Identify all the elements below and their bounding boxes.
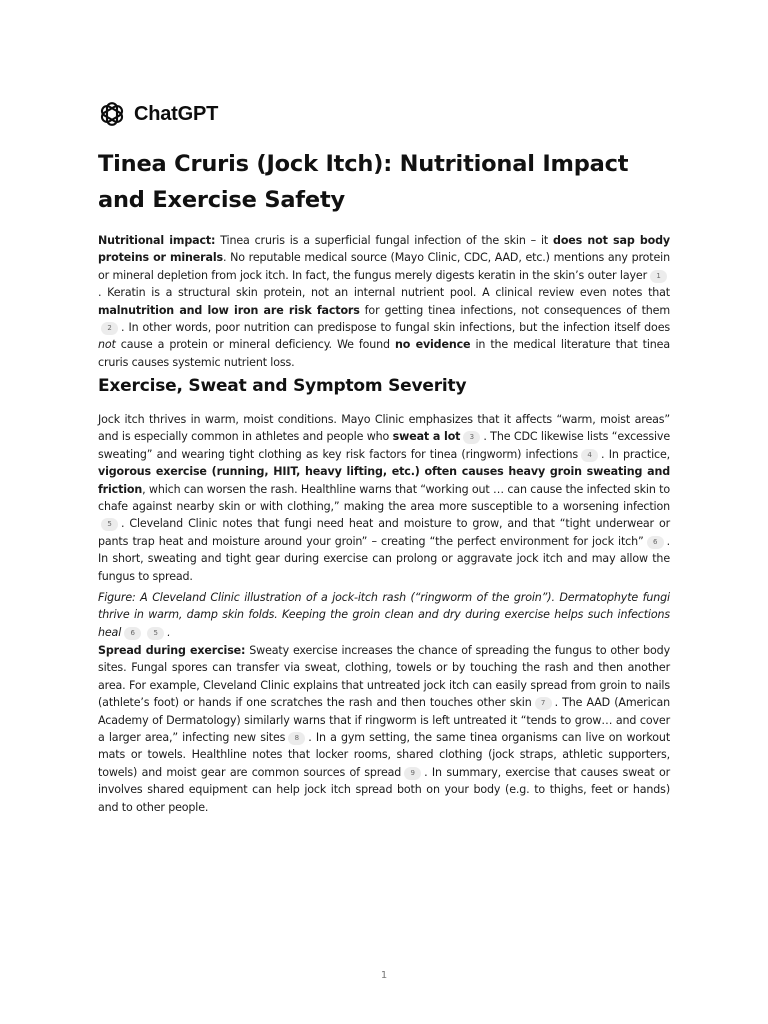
spread-paragraph: [98, 642, 670, 816]
text-run: . In other words, poor nutrition can predispose to fungal skin infections, but the infection itself does: [121, 321, 670, 335]
figure-caption: [98, 589, 670, 641]
nutrition-label: Nutritional impact:: [98, 234, 216, 247]
caption-text: Figure: A Cleveland Clinic illustration of a jock-itch rash (“ringworm of the groin”). Dermatophyte fungi thrive in warm, damp skin folds. Keeping the groin clean and dry during exercise helps such infections heal: [98, 591, 670, 639]
text-run: . Keratin is a structural skin protein, not an internal nutrient pool. A clinical review even notes that: [98, 286, 670, 300]
citation-badge[interactable]: 9: [404, 767, 421, 780]
citation-badge[interactable]: 3: [463, 431, 480, 444]
text-run: . The CDC likewise lists “excessive sweating” and wearing tight clothing as key risk factors for tinea (ringworm) infections: [98, 430, 670, 461]
text-run: cause a protein or mineral deficiency. We found: [115, 338, 395, 352]
citation-badge[interactable]: 4: [581, 449, 598, 462]
citation-badge[interactable]: 1: [650, 270, 667, 283]
citation-badge[interactable]: 7: [535, 697, 552, 710]
section-heading: Exercise, Sweat and Symptom Severity: [98, 376, 467, 396]
bold-run: no evidence: [394, 338, 471, 352]
citation-badge[interactable]: 2: [101, 322, 118, 335]
nutrition-paragraph: [98, 232, 670, 371]
text-run: for getting tinea infections, not consequences of them: [359, 303, 670, 317]
exercise-paragraph: [98, 411, 670, 585]
bold-run: does not sap body proteins or minerals: [98, 234, 670, 265]
brand-name: ChatGPT: [134, 102, 219, 125]
citation-badge[interactable]: 5: [101, 518, 118, 531]
text-run: . In practice,: [601, 447, 670, 461]
text-run: Jock itch thrives in warm, moist conditions. Mayo Clinic emphasizes that it affects “warm, moist areas” and is especially common in athletes and people who: [98, 413, 670, 444]
italic-run: not: [98, 338, 116, 352]
text-run: , which can worsen the rash. Healthline warns that “working out … can cause the infected skin to chafe against nearby skin or with clothing,” making the area more susceptible to a worsening infection: [98, 482, 670, 514]
page-number: 1: [380, 970, 388, 981]
document-title: Tinea Cruris (Jock Itch): Nutritional Impact and Exercise Safety: [98, 151, 629, 213]
text-run: in the medical literature that tinea cruris causes systemic nutrient loss.: [98, 338, 670, 369]
text-run: . In short, sweating and tight gear during exercise can prolong or aggravate jock itch and may allow the fungus to spread.: [98, 534, 670, 583]
text-run: . In a gym setting, the same tinea organisms can live on workout mats or towels. Healthline notes that locker rooms, shared clothing (jock straps, athletic supporters, towels) and moist gear are common sources of spread: [98, 731, 671, 779]
brand-header: [98, 100, 218, 128]
citation-badge[interactable]: 6: [124, 627, 141, 640]
citation-badge[interactable]: 5: [147, 627, 164, 640]
text-run: . In summary, exercise that causes sweat or involves shared equipment can help jock itch spread both on your body (e.g. to thighs, feet or hands) and to other people.: [98, 765, 670, 814]
bold-run: vigorous exercise (running, HIIT, heavy lifting, etc.) often causes heavy groin sweating and friction: [98, 465, 670, 496]
spread-label: Spread during exercise:: [98, 644, 246, 657]
citation-badge[interactable]: 8: [288, 732, 305, 745]
text-run: . The AAD (American Academy of Dermatology) similarly warns that if ringworm is left untreated it “tends to grow… and cover a larger area,” infecting new sites: [98, 696, 670, 745]
text-run: . Cleveland Clinic notes that fungi need heat and moisture to grow, and that “tight underwear or pants trap heat and moisture around your groin” – creating “the perfect environment for jock itch”: [98, 517, 670, 548]
text-run: Sweaty exercise increases the chance of spreading the fungus to other body sites. Fungal spores can transfer via sweat, clothing, towels or by touching the rash and then another area. For example, Cleveland Clinic explains that untreated jock itch can easily spread from groin to nails (athlete’s foot) or hands if one scratches the rash and then touches other skin: [98, 644, 670, 710]
text-run: .: [167, 625, 171, 639]
text-run: Tinea cruris is a superficial fungal infection of the skin – it: [215, 234, 554, 247]
openai-logo-icon: [98, 100, 126, 128]
citation-badge[interactable]: 6: [647, 536, 664, 549]
bold-run: sweat a lot: [392, 430, 461, 444]
bold-run: malnutrition and low iron are risk factors: [98, 303, 360, 317]
text-run: . No reputable medical source (Mayo Clinic, CDC, AAD, etc.) mentions any protein or mineral depletion from jock itch. In fact, the fungus merely digests keratin in the skin’s outer layer: [98, 251, 670, 282]
